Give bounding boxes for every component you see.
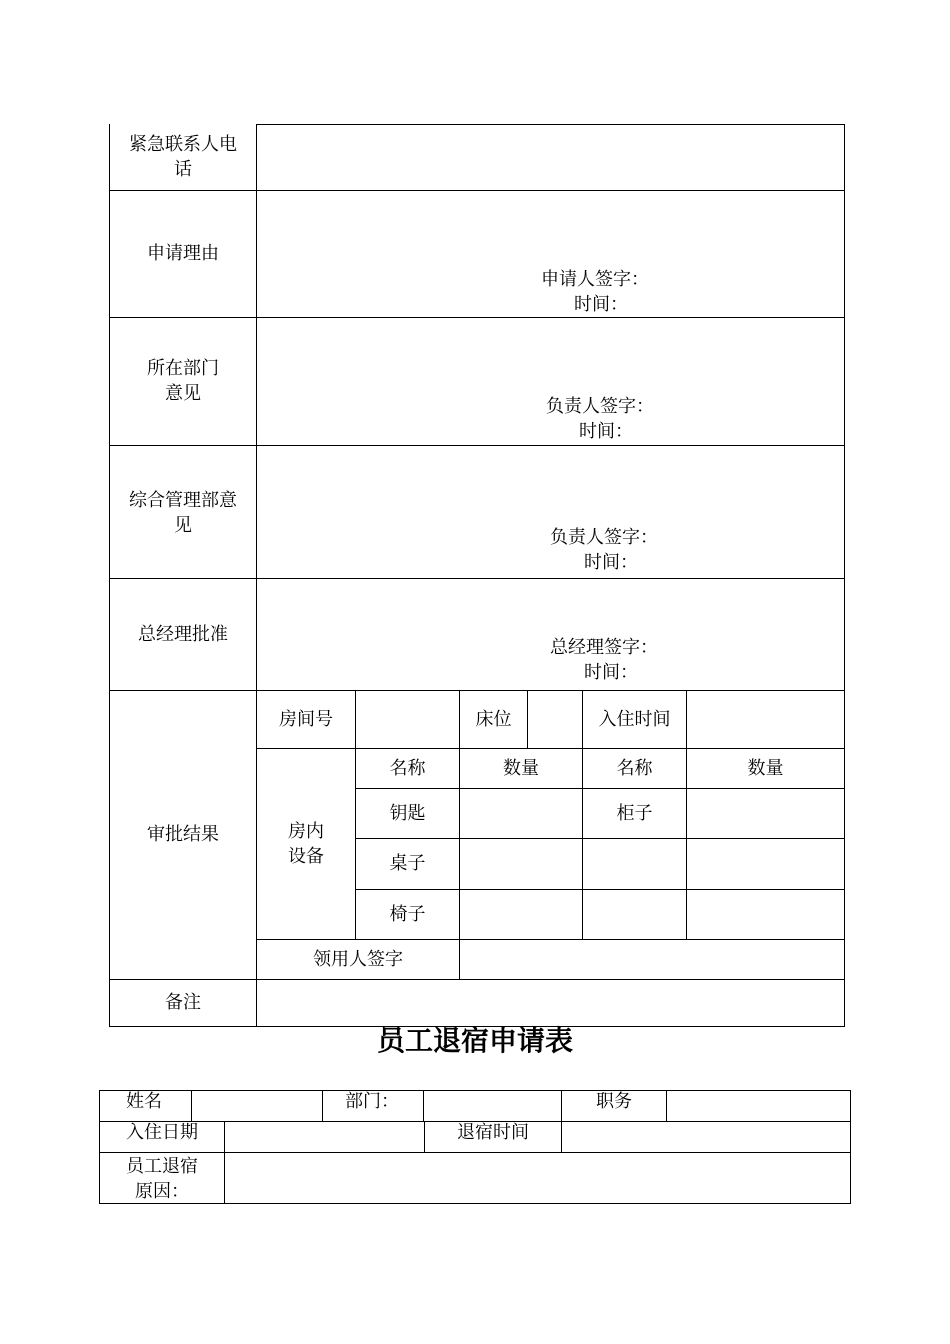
page-title: 员工退宿申请表	[376, 1024, 573, 1057]
admin-opinion-label: 综合管理部意 见	[129, 490, 237, 536]
admin-opinion-field[interactable]	[257, 446, 844, 578]
gm-signature-label: 总经理签字：	[550, 637, 658, 658]
dept-time-label: 时间：	[579, 421, 633, 442]
applicant-time-label: 时间：	[574, 294, 628, 315]
gm-approval-label: 总经理批准	[138, 624, 228, 645]
admin-head-signature-label: 负责人签字：	[550, 527, 658, 548]
bed-field[interactable]	[528, 691, 582, 748]
applicant-signature-label: 申请人签字：	[541, 269, 649, 290]
checkout-time-label: 退宿时间	[457, 1122, 529, 1143]
checkin-time-label: 入住时间	[598, 709, 671, 730]
department-label: 部门：	[345, 1091, 399, 1112]
emergency-phone-label: 紧急联系人电 话	[129, 134, 237, 180]
col-quantity-header: 数量	[747, 758, 784, 779]
room-equipment-label: 房内 设备	[288, 821, 324, 867]
reason-label: 申请理由	[147, 243, 219, 264]
name-label: 姓名	[126, 1091, 162, 1112]
remarks-field[interactable]	[257, 980, 844, 1026]
dept-opinion-field[interactable]	[257, 318, 844, 445]
table-border-right	[850, 1090, 851, 1204]
subtable-divider	[256, 748, 845, 749]
chair-quantity-field[interactable]	[460, 890, 582, 939]
gm-time-label: 时间：	[584, 662, 638, 683]
dept-head-signature-label: 负责人签字：	[546, 396, 654, 417]
col-name-header: 名称	[389, 758, 426, 779]
cabinet-quantity-field[interactable]	[687, 789, 844, 838]
room-number-label: 房间号	[279, 709, 333, 730]
position-label: 职务	[596, 1091, 632, 1112]
item-chair: 椅子	[389, 904, 426, 925]
remarks-label: 备注	[165, 992, 201, 1013]
position-field[interactable]	[667, 1091, 850, 1121]
checkin-date-label: 入住日期	[126, 1122, 198, 1143]
bed-label: 床位	[475, 709, 512, 730]
reason-field[interactable]	[257, 191, 844, 317]
name-field[interactable]	[192, 1091, 322, 1121]
subtable-divider	[355, 889, 845, 890]
desk-quantity-field[interactable]	[460, 839, 582, 889]
item-desk: 桌子	[389, 853, 426, 874]
department-field[interactable]	[424, 1091, 561, 1121]
approval-result-label: 审批结果	[147, 824, 219, 845]
key-quantity-field[interactable]	[460, 789, 582, 838]
checkout-reason-label: 员工退宿 原因：	[126, 1156, 198, 1202]
table-border-right	[844, 124, 845, 1027]
checkout-time-field[interactable]	[562, 1122, 850, 1152]
receiver-signature-label: 领用人签字	[313, 949, 403, 970]
subtable-divider	[355, 838, 845, 839]
checkout-reason-field[interactable]	[225, 1153, 850, 1203]
checkin-date-field[interactable]	[225, 1122, 424, 1152]
checkin-time-field[interactable]	[687, 691, 844, 748]
col-quantity-header: 数量	[503, 758, 539, 779]
item-key: 钥匙	[389, 803, 426, 824]
dept-opinion-label: 所在部门 意见	[147, 358, 219, 404]
room-number-field[interactable]	[356, 691, 459, 748]
col-name-header: 名称	[616, 758, 653, 779]
receiver-signature-field[interactable]	[460, 940, 844, 979]
emergency-phone-field[interactable]	[257, 125, 844, 190]
item-cabinet: 柜子	[616, 803, 653, 824]
admin-time-label: 时间：	[584, 552, 638, 573]
